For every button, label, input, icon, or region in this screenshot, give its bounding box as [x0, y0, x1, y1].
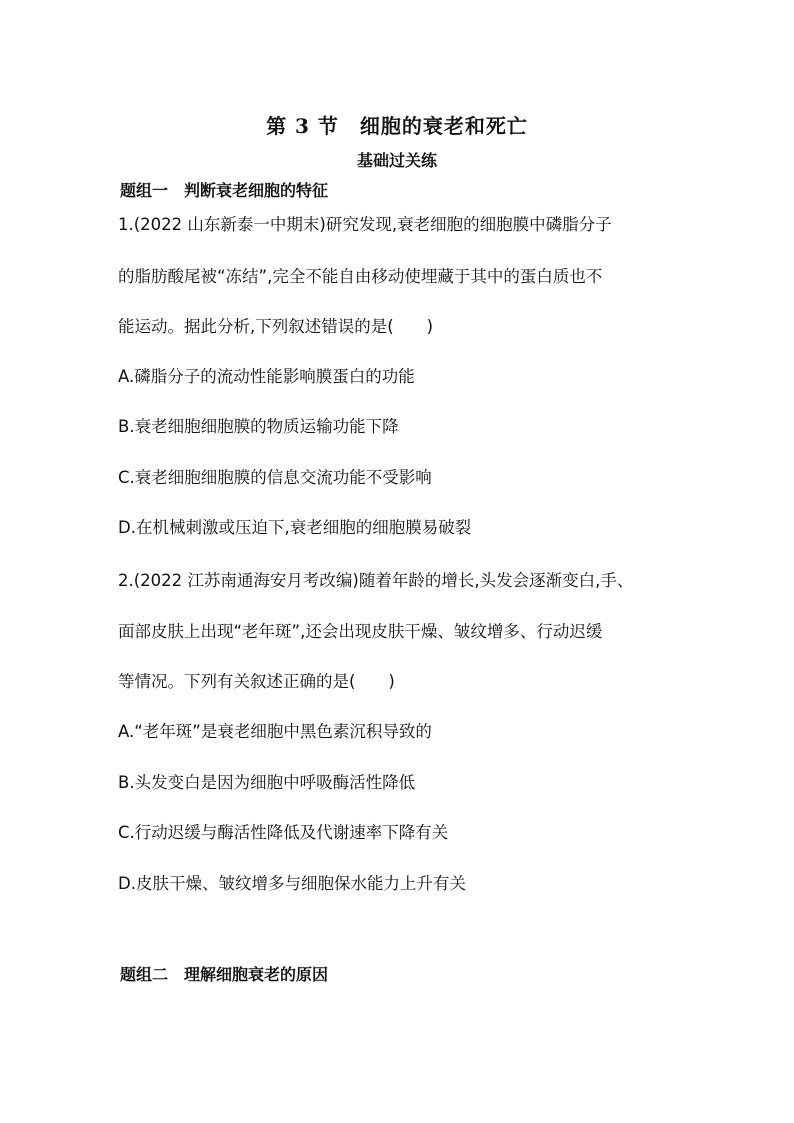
question-2-option-d: D.皮肤干燥、皱纹增多与细胞保水能力上升有关: [118, 874, 466, 893]
section-title: 第 3 节 细胞的衰老和死亡: [266, 114, 528, 138]
question-2-option-c: C.行动迟缓与酶活性降低及代谢速率下降有关: [118, 823, 449, 842]
question-2-line-2: 面部皮肤上出现“老年斑”,还会出现皮肤干燥、皱纹增多、行动迟缓: [118, 622, 603, 641]
question-1-option-b: B.衰老细胞细胞膜的物质运输功能下降: [118, 417, 399, 436]
question-1-option-c: C.衰老细胞细胞膜的信息交流功能不受影响: [118, 468, 432, 487]
question-2-option-a: A.“老年斑”是衰老细胞中黑色素沉积导致的: [118, 722, 432, 741]
question-1-option-a: A.磷脂分子的流动性能影响膜蛋白的功能: [118, 367, 415, 386]
question-1-line-1: 1.(2022 山东新泰一中期末)研究发现,衰老细胞的细胞膜中磷脂分子: [118, 215, 612, 234]
group-heading-2: 题组二 理解细胞衰老的原因: [120, 965, 329, 984]
question-2-line-3: 等情况。下列有关叙述正确的是( ): [118, 672, 395, 691]
question-2-option-b: B.头发变白是因为细胞中呼吸酶活性降低: [118, 773, 416, 792]
group-heading-1: 题组一 判断衰老细胞的特征: [120, 181, 329, 200]
question-2-line-1: 2.(2022 江苏南通海安月考改编)随着年龄的增长,头发会逐渐变白,手、: [118, 571, 634, 590]
question-1-line-2: 的脂肪酸尾被“冻结”,完全不能自由移动使埋藏于其中的蛋白质也不: [118, 267, 603, 286]
section-subtitle: 基础过关练: [356, 151, 437, 170]
question-1-line-3: 能运动。据此分析,下列叙述错误的是( ): [118, 317, 434, 336]
question-1-option-d: D.在机械刺激或压迫下,衰老细胞的细胞膜易破裂: [118, 518, 472, 537]
